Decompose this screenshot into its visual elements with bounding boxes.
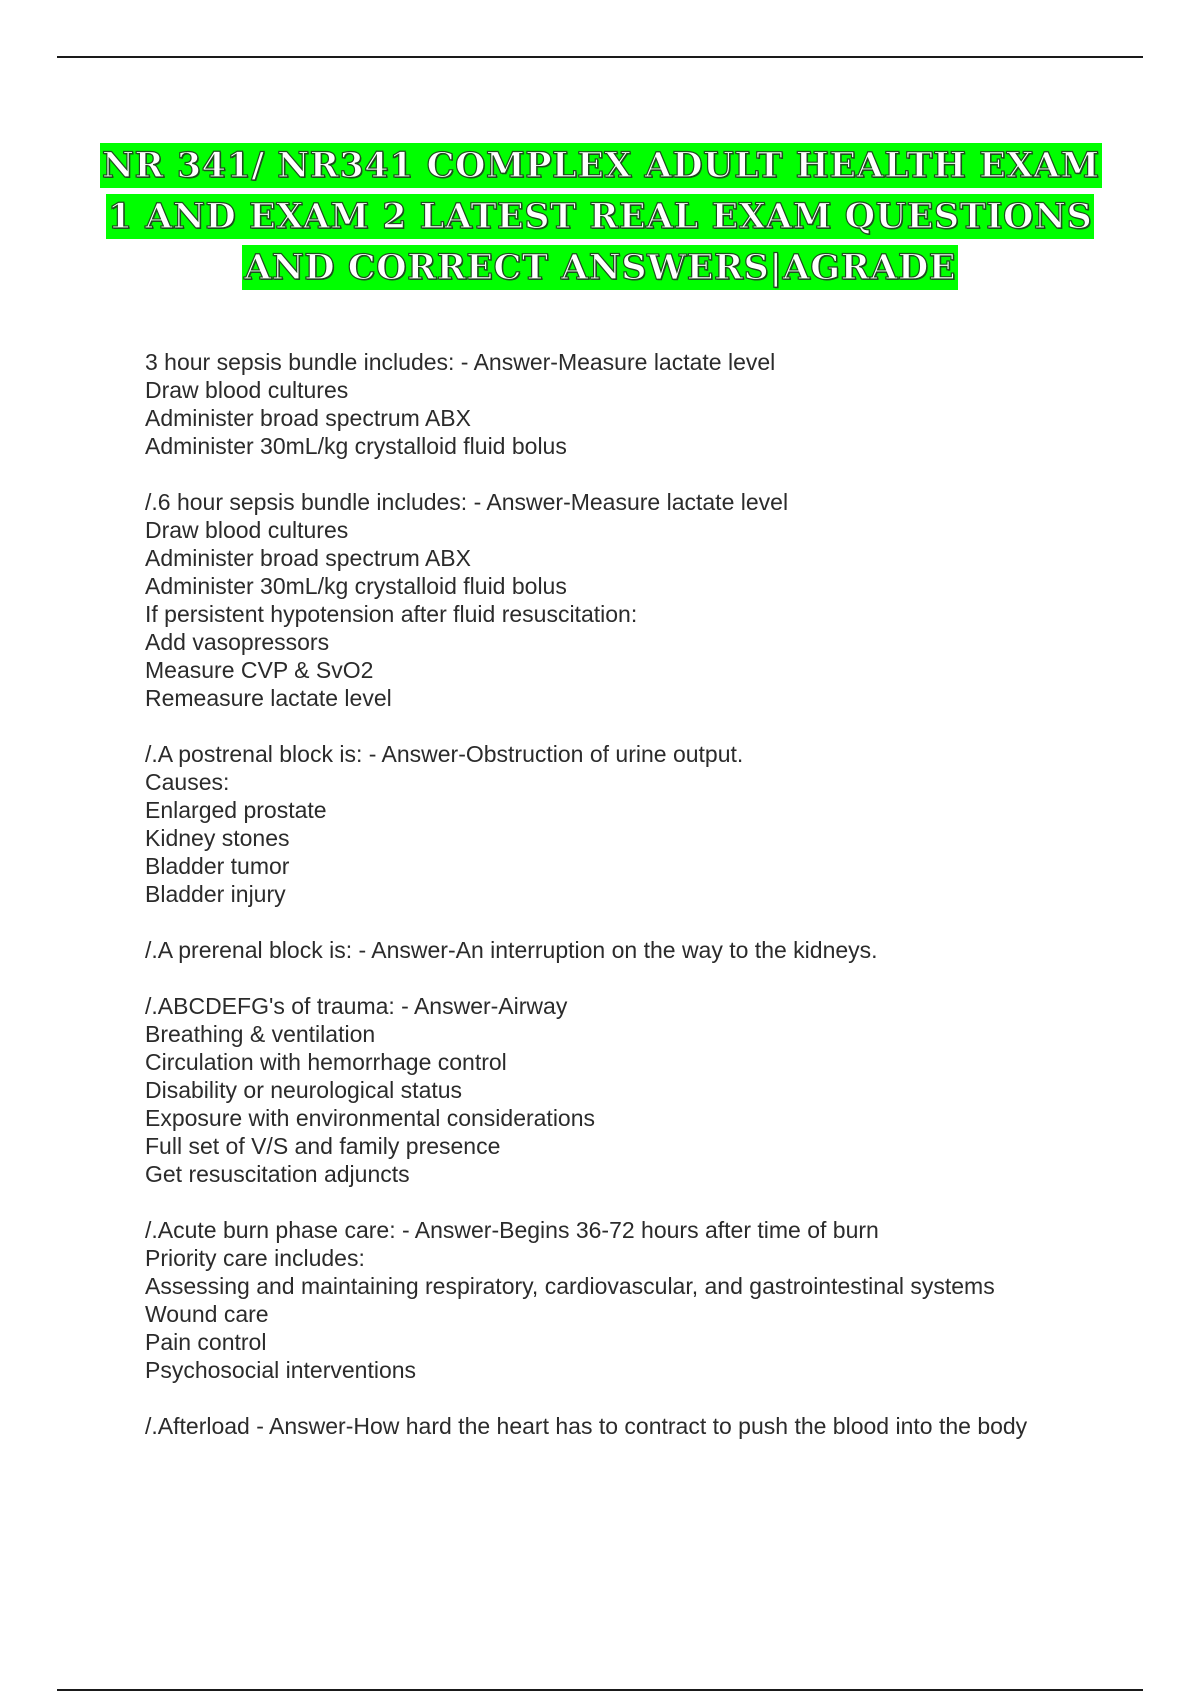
- qa-entry: [145, 348, 1105, 460]
- qa-entry: [145, 992, 1105, 1188]
- answer-line: Kidney stones: [145, 825, 290, 851]
- answer-line: Breathing & ventilation: [145, 1021, 376, 1047]
- answer-line: Exposure with environmental considerations: [145, 1105, 596, 1131]
- question-line: /.6 hour sepsis bundle includes: - Answer-Measure lactate level: [145, 489, 789, 515]
- answer-line: Pain control: [145, 1329, 267, 1355]
- answer-line: Disability or neurological status: [145, 1077, 463, 1103]
- answer-line: Psychosocial interventions: [145, 1357, 417, 1383]
- answer-line: Administer 30mL/kg crystalloid fluid bolus: [145, 573, 567, 599]
- qa-entry: [145, 1216, 1105, 1384]
- question-line: /.Afterload - Answer-How hard the heart has to contract to push the blood into the body: [145, 1413, 1028, 1439]
- answer-line: Remeasure lactate level: [145, 685, 392, 711]
- qa-content: [145, 348, 1105, 1468]
- answer-line: Bladder tumor: [145, 853, 290, 879]
- answer-line: Wound care: [145, 1301, 269, 1327]
- question-line: /.A postrenal block is: - Answer-Obstruction of urine output.: [145, 741, 744, 767]
- answer-line: Priority care includes:: [145, 1245, 365, 1271]
- qa-entry: [145, 740, 1105, 908]
- bottom-divider: [57, 1689, 1143, 1691]
- answer-line: Administer broad spectrum ABX: [145, 405, 471, 431]
- answer-line: Full set of V/S and family presence: [145, 1133, 501, 1159]
- answer-line: Draw blood cultures: [145, 517, 349, 543]
- question-line: 3 hour sepsis bundle includes: - Answer-Measure lactate level: [145, 349, 776, 375]
- title-block: [100, 140, 1100, 293]
- answer-line: Causes:: [145, 769, 230, 795]
- qa-entry: [145, 1412, 1105, 1440]
- qa-entry: [145, 936, 1105, 964]
- answer-line: Draw blood cultures: [145, 377, 349, 403]
- answer-line: Assessing and maintaining respiratory, cardiovascular, and gastrointestinal systems: [145, 1273, 995, 1299]
- question-line: /.Acute burn phase care: - Answer-Begins 36-72 hours after time of burn: [145, 1217, 879, 1243]
- top-divider: [57, 56, 1143, 58]
- answer-line: Administer broad spectrum ABX: [145, 545, 471, 571]
- question-line: /.ABCDEFG's of trauma: - Answer-Airway: [145, 993, 568, 1019]
- answer-line: If persistent hypotension after fluid resuscitation:: [145, 601, 638, 627]
- answer-line: Circulation with hemorrhage control: [145, 1049, 507, 1075]
- answer-line: Measure CVP & SvO2: [145, 657, 374, 683]
- answer-line: Bladder injury: [145, 881, 286, 907]
- answer-line: Administer 30mL/kg crystalloid fluid bolus: [145, 433, 567, 459]
- question-line: /.A prerenal block is: - Answer-An interruption on the way to the kidneys.: [145, 937, 878, 963]
- document-title: NR 341/ NR341 COMPLEX ADULT HEALTH EXAM 1 AND EXAM 2 LATEST REAL EXAM QUESTIONS AND CORRECT ANSWERS|AGRADE: [102, 145, 1100, 288]
- answer-line: Add vasopressors: [145, 629, 330, 655]
- answer-line: Enlarged prostate: [145, 797, 327, 823]
- qa-entry: [145, 488, 1105, 712]
- answer-line: Get resuscitation adjuncts: [145, 1161, 410, 1187]
